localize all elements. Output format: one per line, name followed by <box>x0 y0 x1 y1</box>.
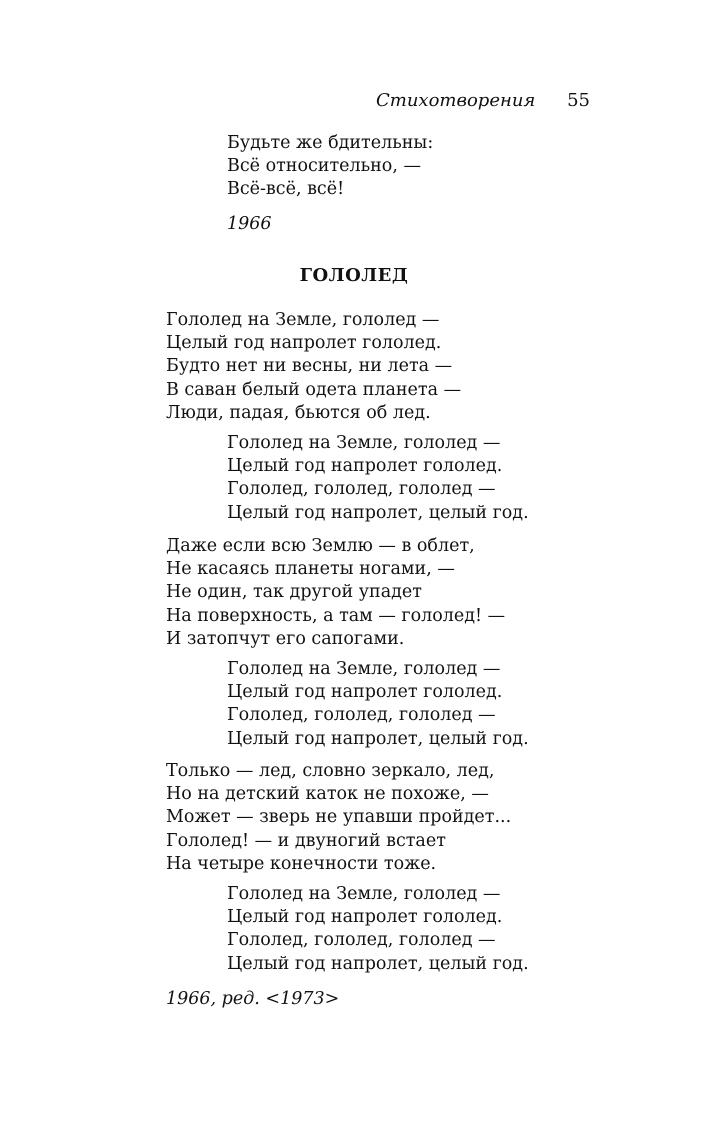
poem-line: Будьте же бдительны: <box>227 133 434 153</box>
poem-line: Но на детский каток не похоже, — <box>166 784 489 805</box>
poem-line: Целый год напролет, целый год. <box>227 728 529 749</box>
poem-line: Будто нет ни весны, ни лета — <box>166 356 453 377</box>
chorus-2 <box>227 658 529 751</box>
poem-line: Целый год напролет гололед. <box>227 907 503 928</box>
poem-line: Всё относительно, — <box>227 156 421 177</box>
poem-line: Не один, так другой упадет <box>166 582 422 603</box>
poem-line: Гололед, гололед, гололед — <box>227 930 496 951</box>
chorus-1 <box>227 432 529 525</box>
poem-line: Гололед на Земле, гололед — <box>166 310 440 330</box>
poem-title: ГОЛОЛЕД <box>299 265 409 286</box>
verse-3 <box>166 760 511 876</box>
poem-line: Всё-всё, всё! <box>227 179 345 200</box>
poem-date: 1966, ред. <1973> <box>166 989 340 1009</box>
running-head <box>376 89 590 113</box>
poem-line: В саван белый одета планета — <box>166 379 462 400</box>
poem-line: Гололед на Земле, гололед — <box>227 433 501 453</box>
verse-1 <box>166 309 461 425</box>
poem-line: Гололед на Земле, гололед — <box>227 659 501 679</box>
verse-2 <box>166 535 505 651</box>
poem-line: Гололед, гололед, гололед — <box>227 479 496 500</box>
poem-line: Гололед, гололед, гололед — <box>227 705 496 726</box>
poem-line: Не касаясь планеты ногами, — <box>166 559 455 580</box>
poem-line: Гололед на Земле, гололед — <box>227 884 501 904</box>
poem-line: На поверхность, а там — гололед! — <box>166 605 506 626</box>
poem-line: Даже если всю Землю — в облет, <box>166 536 475 556</box>
poem-line: Только — лед, словно зеркало, лед, <box>166 761 495 781</box>
poem-line: Целый год напролет гололед. <box>166 333 442 354</box>
section-title: Стихотворения <box>376 90 536 111</box>
poem-line: Целый год напролет, целый год. <box>227 953 529 974</box>
poem-line: Целый год напролет гололед. <box>227 456 503 477</box>
chorus-3 <box>227 883 529 976</box>
poem-line: Может — зверь не упавши пройдет... <box>166 807 512 828</box>
page-number: 55 <box>567 90 590 111</box>
prev-poem-date: 1966 <box>227 214 272 234</box>
poem-line: Целый год напролет гололед. <box>227 682 503 703</box>
poem-line: Целый год напролет, целый год. <box>227 502 529 523</box>
prev-poem-ending <box>227 132 433 202</box>
poem-line: Гололед! — и двуногий встает <box>166 830 446 851</box>
poem-line: И затопчут его сапогами. <box>166 628 405 649</box>
poem-line: Люди, падая, бьются об лед. <box>166 402 431 423</box>
poem-line: На четыре конечности тоже. <box>166 853 437 874</box>
